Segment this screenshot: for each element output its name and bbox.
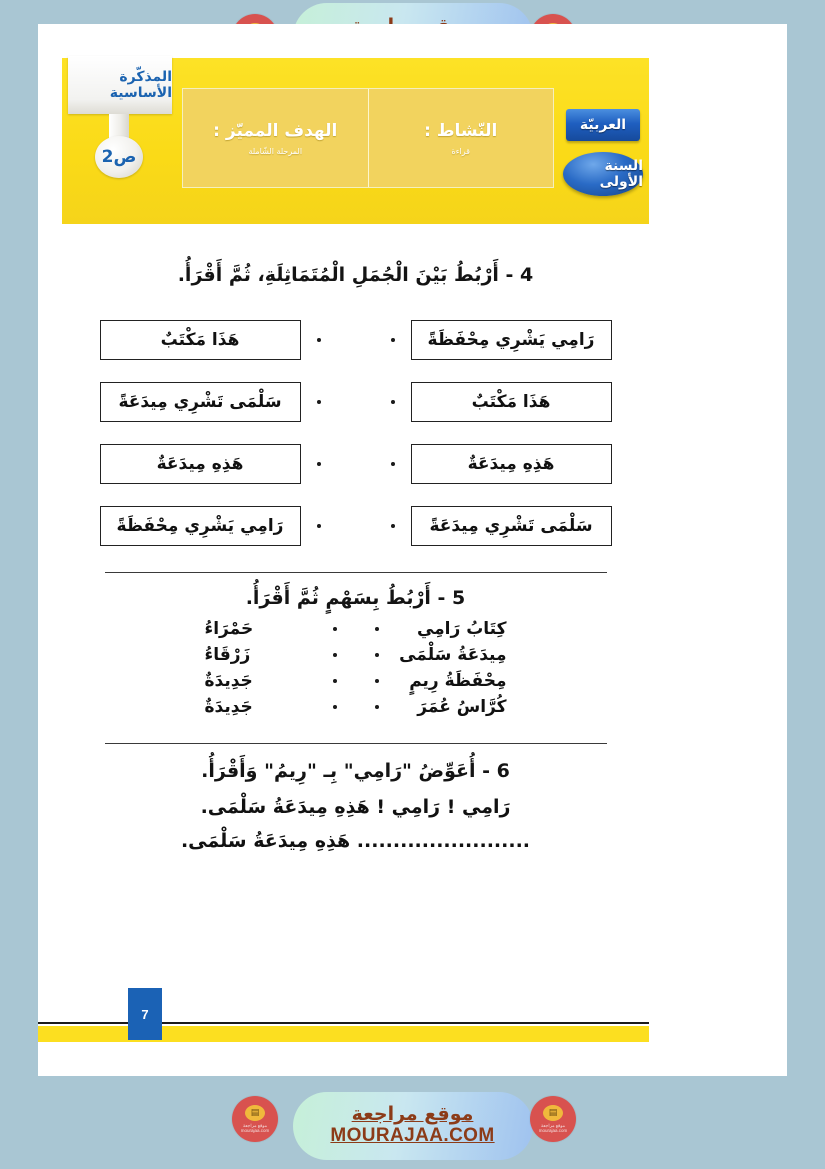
header-info-panel (182, 88, 554, 188)
book-icon: ▤ (543, 1105, 563, 1121)
promo-logo-caption: موقع مراجعة mourajaa.com (240, 1122, 270, 1133)
promo-site-url: MOURAJAA.COM (330, 1125, 495, 1146)
link-connector[interactable] (323, 679, 389, 683)
connector-dot-left[interactable] (333, 653, 337, 657)
match-connector[interactable] (301, 524, 411, 528)
table-row (62, 444, 649, 484)
section-divider (105, 743, 607, 744)
exercise-6-heading: 6 - أُعَوِّضُ "رَامِي" بِـ "رِيمُ" وَأَقْرَأُ. (201, 760, 510, 782)
connector-dot-right[interactable] (391, 338, 395, 342)
match-box-right[interactable]: هَذِهِ مِيدَعَةٌ (411, 444, 612, 484)
match-box-right[interactable]: سَلْمَى تَشْرِي مِيدَعَةً (411, 506, 612, 546)
exercise-5-heading: 5 - أَرْبُطُ بِسَهْمٍ ثُمَّ أَقْرَأُ. (245, 587, 466, 609)
link-connector[interactable] (323, 653, 389, 657)
link-term-left[interactable]: حَمْرَاءُ (204, 619, 254, 639)
link-term-right[interactable]: كُرَّاسُ عُمَرَ (417, 697, 507, 717)
notebook-tab-label: المذكّرة الأساسية (109, 69, 172, 101)
bottom-promo-banner (0, 1082, 825, 1169)
year-badge (563, 152, 643, 196)
section-divider (105, 572, 607, 573)
connector-dot-right[interactable] (375, 653, 379, 657)
promo-pill[interactable] (293, 1092, 533, 1160)
match-box-right[interactable]: هَذَا مَكْتَبٌ (411, 382, 612, 422)
connector-dot-right[interactable] (391, 524, 395, 528)
objective-value: المرحلة الشّاملة (248, 146, 303, 156)
match-box-right[interactable]: رَامِي يَشْرِي مِحْفَظَةً (411, 320, 612, 360)
link-term-left[interactable]: جَدِيدَةٌ (204, 697, 253, 717)
objective-title: الهدف المميّز : (213, 120, 338, 141)
match-connector[interactable] (301, 400, 411, 404)
list-item (205, 697, 507, 717)
match-box-left[interactable]: هَذِهِ مِيدَعَةٌ (100, 444, 301, 484)
connector-dot-left[interactable] (333, 627, 337, 631)
activity-title: النّشاط : (424, 120, 498, 141)
page-number-badge (128, 988, 162, 1040)
match-connector[interactable] (301, 462, 411, 466)
table-row (62, 320, 649, 360)
book-icon: ▤ (245, 1105, 265, 1121)
connector-dot-left[interactable] (333, 679, 337, 683)
link-connector[interactable] (323, 705, 389, 709)
notebook-page-label: ص2 (101, 147, 137, 167)
link-connector[interactable] (323, 627, 389, 631)
exercise-6-example-line: رَامِي ! رَامِي ! هَذِهِ مِيدَعَةُ سَلْمَى. (200, 796, 511, 818)
promo-logo-left-icon (232, 1096, 278, 1142)
promo-arabic-text: موقع مراجعة (351, 1103, 474, 1126)
subject-badge (566, 109, 640, 141)
link-term-right[interactable]: كِتَابُ رَامِي (416, 619, 507, 639)
notebook-tab (68, 56, 172, 114)
connector-dot-right[interactable] (391, 400, 395, 404)
table-row (62, 382, 649, 422)
header-cell-activity (369, 89, 554, 187)
list-item (205, 619, 507, 639)
worksheet-body (62, 236, 649, 852)
connector-dot-left[interactable] (317, 400, 321, 404)
exercise-4-heading: 4 - أَرْبُطُ بَيْنَ الْجُمَلِ الْمُتَمَاثِلَةِ، ثُمَّ أَقْرَأُ. (177, 264, 534, 286)
subject-badge-label: العربيّة (579, 117, 627, 133)
match-box-left[interactable]: رَامِي يَشْرِي مِحْفَظَةً (100, 506, 301, 546)
exercise-6-answer-line[interactable]: ........................ هَذِهِ مِيدَعَةُ سَلْمَى. (180, 830, 531, 852)
exercise-5-link-list (62, 619, 649, 717)
promo-logo-right-icon (530, 1096, 576, 1142)
connector-dot-left[interactable] (317, 338, 321, 342)
exercise-4-match-grid (62, 320, 649, 546)
link-term-left[interactable]: زَرْقَاءُ (204, 645, 251, 665)
link-term-right[interactable]: مِيدَعَةُ سَلْمَى (399, 645, 507, 665)
exercise-6-lines (62, 796, 649, 852)
connector-dot-right[interactable] (391, 462, 395, 466)
connector-dot-left[interactable] (333, 705, 337, 709)
connector-dot-left[interactable] (317, 462, 321, 466)
promo-logo-caption: موقع مراجعة mourajaa.com (538, 1122, 568, 1133)
header-cell-objective (183, 89, 369, 187)
list-item (205, 645, 507, 665)
connector-dot-right[interactable] (375, 627, 379, 631)
match-connector[interactable] (301, 338, 411, 342)
connector-dot-right[interactable] (375, 705, 379, 709)
connector-dot-right[interactable] (375, 679, 379, 683)
worksheet-header-bar (62, 58, 649, 224)
connector-dot-left[interactable] (317, 524, 321, 528)
notebook-tab-knob (95, 136, 143, 178)
year-badge-label: السنة الأولى (599, 158, 643, 190)
activity-value: قراءة (451, 146, 470, 156)
page-number-label: 7 (141, 1006, 149, 1022)
link-term-right[interactable]: مِحْفَظَةُ رِيمٍ (409, 671, 507, 691)
match-box-left[interactable]: سَلْمَى تَشْرِي مِيدَعَةً (100, 382, 301, 422)
table-row (62, 506, 649, 546)
match-box-left[interactable]: هَذَا مَكْتَبٌ (100, 320, 301, 360)
link-term-left[interactable]: جَدِيدَةٌ (204, 671, 253, 691)
list-item (205, 671, 507, 691)
